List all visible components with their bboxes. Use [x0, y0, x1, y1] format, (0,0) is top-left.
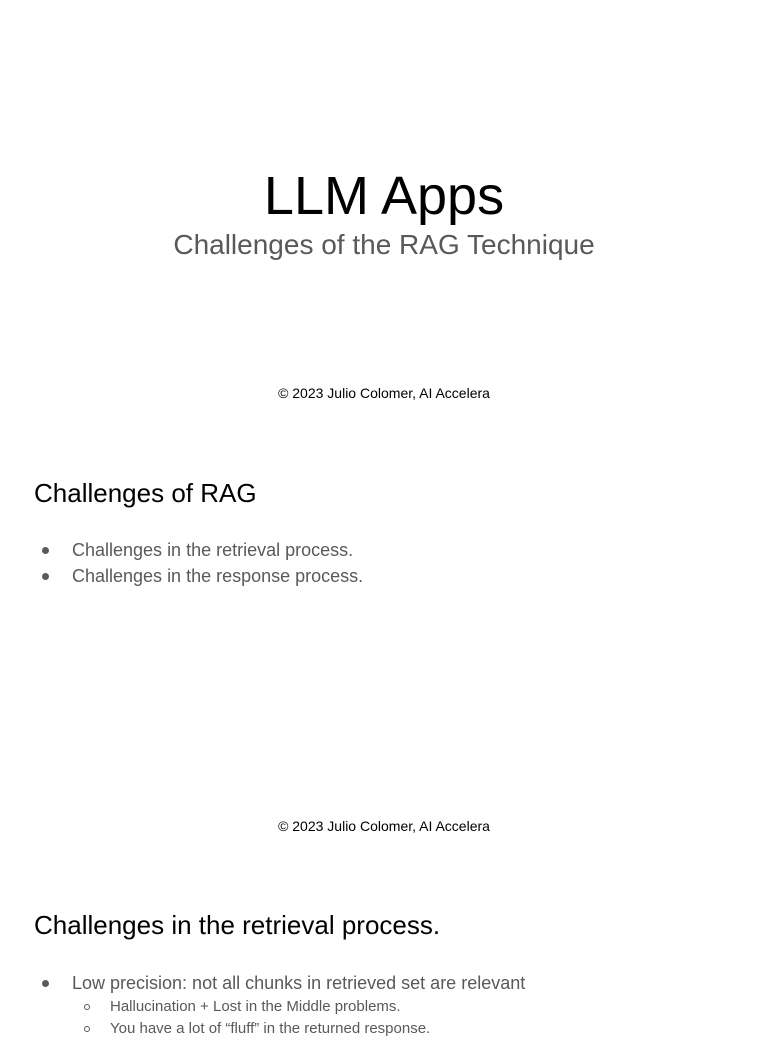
presentation-title: LLM Apps: [263, 166, 505, 226]
bullet-list: [34, 970, 525, 1040]
bullet-text: Challenges in the response process.: [72, 566, 364, 586]
slide-footer-copyright: © 2023 Julio Colomer, AI Accelera: [278, 385, 490, 401]
sub-bullet-item: [72, 1018, 525, 1040]
sub-bullet-text: You have a lot of “fluff” in the returned response.: [110, 1020, 431, 1037]
retrieval-slide: [0, 864, 768, 1037]
presentation-subtitle: Challenges of the RAG Technique: [173, 229, 595, 260]
overview-slide: [0, 432, 768, 864]
bullet-item: [34, 537, 363, 563]
bullet-item: [34, 970, 525, 1040]
bullet-dot-icon: [42, 547, 49, 554]
bullet-dot-icon: [42, 980, 49, 987]
bullet-text: Challenges in the retrieval process.: [72, 540, 354, 560]
title-slide: [0, 0, 768, 432]
sub-bullet-text: Hallucination + Lost in the Middle problems.: [110, 998, 401, 1015]
sub-bullet-ring-icon: [84, 1004, 90, 1010]
slide-title: Challenges of RAG: [34, 478, 257, 508]
slide-footer-copyright: © 2023 Julio Colomer, AI Accelera: [278, 818, 490, 834]
sub-bullet-list: [72, 996, 525, 1040]
slide-title: Challenges in the retrieval process.: [34, 910, 441, 940]
sub-bullet-ring-icon: [84, 1026, 90, 1032]
bullet-list: [34, 537, 363, 589]
bullet-text: Low precision: not all chunks in retrieved set are relevant: [72, 973, 526, 993]
bullet-dot-icon: [42, 573, 49, 580]
bullet-item: [34, 563, 363, 589]
sub-bullet-item: [72, 996, 525, 1018]
